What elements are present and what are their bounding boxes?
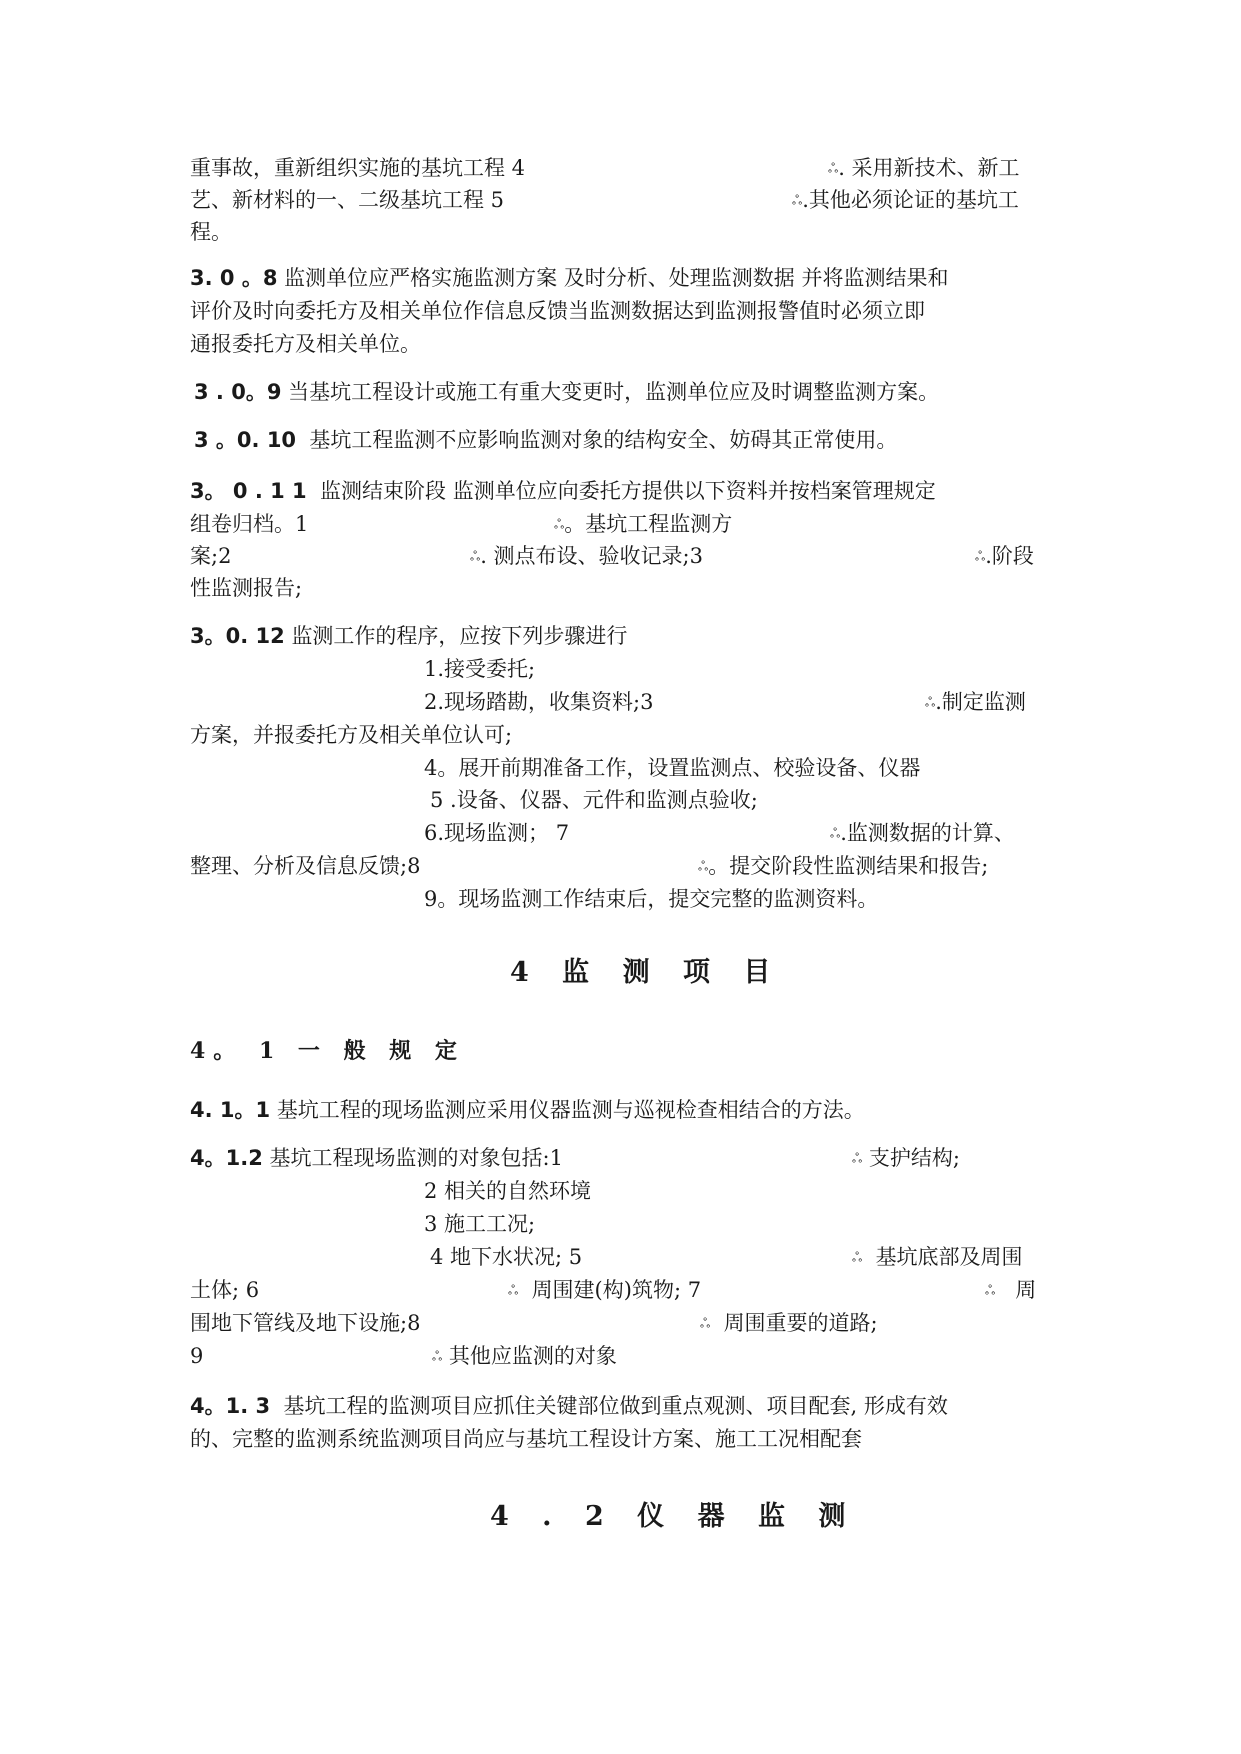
clause-3-0-10 — [194, 424, 897, 456]
text-line — [925, 686, 1026, 720]
text-fragment: 基坑工程的监测项目应抓住关键部位做到重点观测、项目配套, 形成有效 — [283, 1394, 948, 1418]
text-line — [554, 508, 732, 542]
list-marker: ஃ — [792, 193, 803, 209]
list-item: 5 .设备、仪器、元件和监测点验收; — [430, 788, 758, 812]
list-marker: ஃ — [554, 517, 565, 533]
clause-number: 4. 1。1 — [190, 1098, 271, 1122]
list-marker: ஃ — [432, 1349, 443, 1365]
text-line — [700, 1307, 878, 1341]
list-marker: ஃ — [975, 549, 986, 565]
text-fragment: 监测单位应严格实施监测方案 及时分析、处理监测数据 并将监测结果和 — [284, 266, 949, 290]
text-line: 案;2 — [190, 544, 232, 568]
clause-4-1-3 — [190, 1390, 948, 1422]
clause-number: 3. 0 。8 — [190, 266, 278, 290]
clause-3-0-9 — [194, 376, 939, 408]
text-line: 程。 — [190, 220, 232, 244]
list-marker: ஃ — [852, 1250, 863, 1266]
clause-number: 3。 0 . 1 1 — [190, 479, 307, 503]
text-fragment: 。提交阶段性监测结果和报告; — [708, 854, 989, 878]
text-line — [828, 152, 1020, 186]
list-marker: ஃ — [828, 161, 839, 177]
text-fragment: 基坑工程现场监测的对象包括:1 — [269, 1146, 563, 1170]
text-line — [792, 184, 1019, 218]
clause-3-0-8 — [190, 262, 948, 294]
text-line — [432, 1340, 617, 1374]
clause-number: 3。0. 12 — [190, 624, 285, 648]
text-line — [470, 540, 703, 574]
list-item: 1.接受委托; — [424, 657, 536, 681]
text-fragment: 当基坑工程设计或施工有重大变更时，监测单位应及时调整监测方案。 — [288, 380, 940, 404]
section-title: 4。 1 一 般 规 定 — [190, 1038, 465, 1064]
text-fragment: .监测数据的计算、 — [840, 821, 1015, 845]
text-line — [508, 1274, 701, 1308]
clause-number: 4。1. 3 — [190, 1394, 271, 1418]
text-line — [830, 817, 1015, 851]
text-line: 重事故，重新组织实施的基坑工程 4 — [190, 156, 526, 180]
text-fragment: 监测工作的程序，应按下列步骤进行 — [291, 624, 628, 648]
list-item: 9。现场监测工作结束后，提交完整的监测资料。 — [424, 887, 879, 911]
text-fragment: .制定监测 — [935, 690, 1026, 714]
clause-number: 3 . 0。9 — [194, 380, 282, 404]
text-line: 艺、新材料的一、二级基坑工程 5 — [190, 188, 505, 212]
text-line: 整理、分析及信息反馈;8 — [190, 854, 421, 878]
text-line: 组卷归档。1 — [190, 512, 309, 536]
text-fragment: 周 — [1015, 1278, 1037, 1302]
text-line — [852, 1142, 960, 1176]
text-fragment: 基坑工程监测不应影响监测对象的结构安全、妨碍其正常使用。 — [309, 428, 898, 452]
list-item: 4 地下水状况; 5 — [430, 1245, 583, 1269]
clause-3-0-11 — [190, 475, 936, 507]
text-line: 土体; 6 — [190, 1278, 260, 1302]
text-line: 的、完整的监测系统监测项目尚应与基坑工程设计方案、施工工况相配套 — [190, 1427, 862, 1451]
clause-number: 4。1.2 — [190, 1146, 263, 1170]
text-line: 性监测报告; — [190, 576, 303, 600]
list-item: 3 施工工况; — [424, 1212, 536, 1236]
text-fragment: 周围建(构)筑物; 7 — [531, 1278, 702, 1302]
list-marker: ஃ — [830, 826, 841, 842]
list-item: 4。展开前期准备工作，设置监测点、校验设备、仪器 — [424, 756, 921, 780]
text-line: 围地下管线及地下设施;8 — [190, 1311, 421, 1335]
text-fragment: 周围重要的道路; — [723, 1311, 878, 1335]
text-line — [985, 1274, 1036, 1308]
clause-4-1-2 — [190, 1142, 563, 1174]
text-line — [698, 850, 988, 884]
list-marker: ஃ — [925, 695, 936, 711]
list-marker: ஃ — [470, 549, 481, 565]
text-line: 9 — [190, 1344, 204, 1368]
text-fragment: .其他必须论证的基坑工 — [802, 188, 1019, 212]
clause-4-1-1 — [190, 1094, 865, 1126]
text-line: 评价及时向委托方及相关单位作信息反馈当监测数据达到监测报警值时必须立即 — [190, 299, 925, 323]
text-fragment: 基坑底部及周围 — [875, 1245, 1023, 1269]
text-fragment: 监测结束阶段 监测单位应向委托方提供以下资料并按档案管理规定 — [320, 479, 936, 503]
text-fragment: 基坑工程的现场监测应采用仪器监测与巡视检查相结合的方法。 — [276, 1098, 865, 1122]
list-marker: ஃ — [508, 1283, 519, 1299]
text-fragment: 。基坑工程监测方 — [564, 512, 733, 536]
chapter-title: 4 监 测 项 目 — [510, 957, 783, 988]
list-marker: ஃ — [985, 1283, 996, 1299]
section-title: 4 . 2 仪 器 监 测 — [490, 1501, 858, 1532]
list-item: 2.现场踏勘，收集资料;3 — [424, 690, 654, 714]
text-fragment: . 测点布设、验收记录;3 — [480, 544, 703, 568]
clause-number: 3 。0. 10 — [194, 428, 297, 452]
list-marker: ஃ — [698, 859, 709, 875]
clause-3-0-12 — [190, 620, 627, 652]
text-fragment: . 采用新技术、新工 — [838, 156, 1020, 180]
list-marker: ஃ — [700, 1316, 711, 1332]
text-line: 通报委托方及相关单位。 — [190, 332, 421, 356]
list-item: 2 相关的自然环境 — [424, 1179, 592, 1203]
text-fragment: 支护结构; — [868, 1146, 960, 1170]
text-line: 方案，并报委托方及相关单位认可; — [190, 723, 513, 747]
text-line — [852, 1241, 1023, 1275]
text-line — [975, 540, 1034, 574]
list-item: 6.现场监测； 7 — [424, 821, 570, 845]
text-fragment: .阶段 — [985, 544, 1034, 568]
list-marker: ஃ — [852, 1151, 863, 1167]
text-fragment: 其他应监测的对象 — [448, 1344, 617, 1368]
